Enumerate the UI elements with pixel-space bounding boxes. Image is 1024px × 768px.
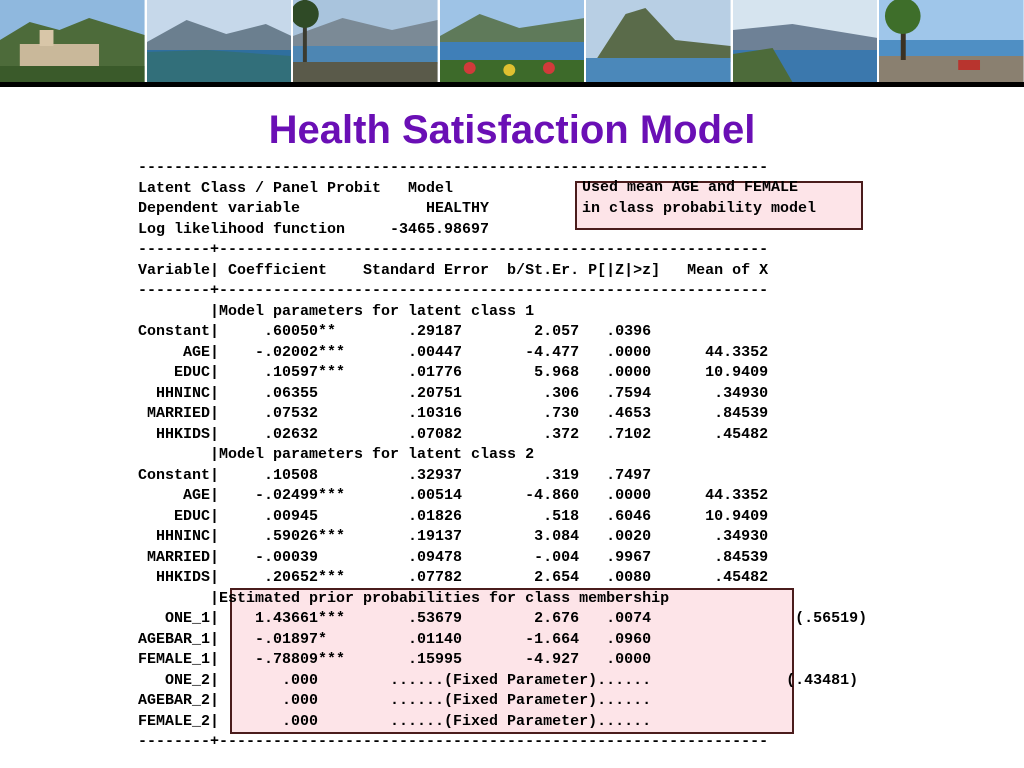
- output-line: AGEBAR_1| -.01897* .01140 -1.664 .0960: [138, 630, 652, 648]
- output-line: Constant| .10508 .32937 .319 .7497: [138, 466, 652, 484]
- output-line: Dependent variable HEALTHY: [138, 200, 490, 217]
- output-line: |Estimated prior probabilities for class membership: [138, 589, 670, 607]
- note-line-1: Used mean AGE and FEMALE: [582, 179, 799, 196]
- output-line: HHKIDS| .20652*** .07782 2.654 .0080 .45482: [138, 569, 769, 586]
- output-line: EDUC| .10597*** .01776 5.968 .0000 10.9409: [138, 364, 769, 381]
- output-line: FEMALE_1| -.78809*** .15995 -4.927 .0000: [138, 651, 652, 668]
- regression-output: [138, 158, 867, 753]
- note-line-2: in class probability model: [582, 200, 817, 217]
- output-header-line: Variable| Coefficient Standard Error b/St.Er. P[|Z|>z] Mean of X: [138, 261, 769, 279]
- output-line: AGEBAR_2| .000 ......(Fixed Parameter)......: [138, 692, 652, 709]
- lakeside-promenade-photo: [293, 0, 440, 82]
- hillside-village-photo: [0, 0, 147, 82]
- output-line: --------+-------------------------------------------------------------: [138, 733, 769, 750]
- lakeside-walkway-photo: [879, 0, 1024, 82]
- banner-divider: [0, 82, 1024, 87]
- output-line: EDUC| .00945 .01826 .518 .6046 10.9409: [138, 507, 769, 525]
- lake-flowers-photo: [440, 0, 587, 82]
- output-line: ----------------------------------------------------------------------: [138, 159, 769, 176]
- output-line: HHNINC| .06355 .20751 .306 .7594 .34930: [138, 384, 769, 402]
- mountain-peak-lake-photo: [586, 0, 733, 82]
- output-line: Constant| .60050** .29187 2.057 .0396: [138, 323, 652, 340]
- output-line: AGE| -.02499*** .00514 -4.860 .0000 44.3352: [138, 487, 769, 504]
- output-line: AGE| -.02002*** .00447 -4.477 .0000 44.3352: [138, 343, 769, 361]
- output-line: ONE_2| .000 ......(Fixed Parameter)...... (.43481): [138, 671, 859, 689]
- output-line: --------+-------------------------------------------------------------: [138, 282, 769, 299]
- photo-banner: [0, 0, 1024, 82]
- output-line: |Model parameters for latent class 2: [138, 446, 535, 463]
- output-line: --------+-------------------------------------------------------------: [138, 241, 769, 258]
- lake-valley-photo: [733, 0, 880, 82]
- output-line: HHNINC| .59026*** .19137 3.084 .0020 .34930: [138, 528, 769, 545]
- slide-title: Health Satisfaction Model: [268, 108, 756, 152]
- output-line: MARRIED| -.00039 .09478 -.004 .9967 .84539: [138, 548, 769, 566]
- output-line: ONE_1| 1.43661*** .53679 2.676 .0074 (.56519): [138, 610, 868, 627]
- output-line: Log likelihood function -3465.98697: [138, 220, 490, 238]
- output-line: HHKIDS| .02632 .07082 .372 .7102 .45482: [138, 425, 769, 443]
- output-line: FEMALE_2| .000 ......(Fixed Parameter)......: [138, 712, 652, 730]
- output-line: Latent Class / Panel Probit Model: [138, 179, 454, 197]
- lake-mountains-photo: [147, 0, 294, 82]
- output-line: |Model parameters for latent class 1: [138, 302, 535, 320]
- output-line: MARRIED| .07532 .10316 .730 .4653 .84539: [138, 405, 769, 422]
